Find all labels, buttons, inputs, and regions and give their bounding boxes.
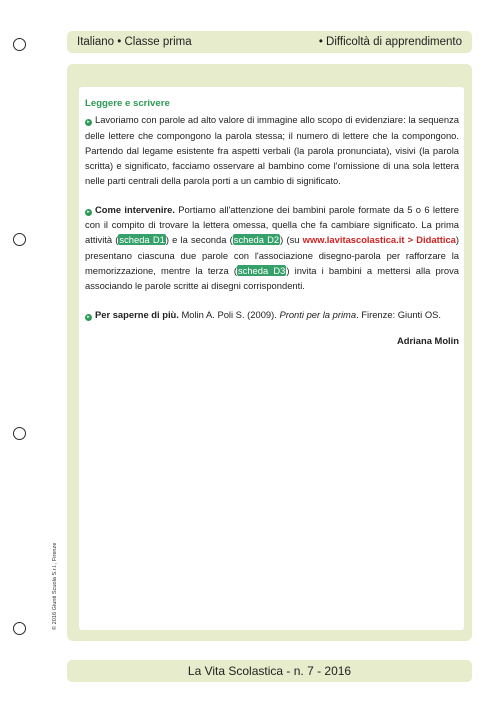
paragraph-how-to: [85, 202, 459, 294]
paragraph-references-text-b: . Firenze: Giunti OS.: [356, 308, 441, 320]
bullet-icon: ▸: [85, 119, 92, 126]
article-body: [85, 96, 459, 348]
binder-hole-3: [13, 427, 26, 440]
website-link[interactable]: www.lavitascolastica.it > Didattica: [302, 234, 456, 246]
paragraph-how-to-text-c: ) (su: [280, 234, 303, 246]
paragraph-references-lead: Per saperne di più.: [95, 308, 179, 320]
binder-hole-4: [13, 622, 26, 635]
paragraph-references: [85, 307, 459, 322]
header-subject: Italiano • Classe prima: [77, 36, 192, 48]
paragraph-intro-text: Lavoriamo con parole ad alto valore di immagine allo scopo di evidenziare: la sequenza delle lettere che compongono la parola stessa; il numero di lettere che la compongono. Partendo dal legame esistente fra aspetti verbali (la parola pronunciata), visivi (la parola scritta) e significato, facciamo osservare al bambino come l'omissione di una sola lettera nelle parti centrali della parola porti a un cambio di significato.: [85, 114, 459, 187]
paragraph-how-to-text-b: ) e la seconda (: [165, 234, 233, 246]
paragraph-how-to-text-e: ) invita i bambini a mettersi alla prova associando le parole scritte ai disegni corrispondenti.: [85, 264, 459, 292]
footer-bar: [67, 660, 472, 682]
author-signature: Adriana Molin: [397, 334, 459, 346]
footer-publication: La Vita Scolastica - n. 7 - 2016: [187, 664, 352, 678]
section-title: Leggere e scrivere: [85, 98, 170, 109]
scheda-d3-badge: scheda D3: [237, 264, 286, 276]
binder-hole-2: [13, 233, 26, 246]
binder-hole-1: [13, 38, 26, 51]
header-bar: [67, 31, 472, 53]
scheda-d2-badge: scheda D2: [233, 234, 280, 246]
book-title: Pronti per la prima: [279, 308, 357, 320]
bullet-icon: ▸: [85, 314, 92, 321]
paragraph-intro: [85, 112, 459, 188]
header-topic: • Difficoltà di apprendimento: [318, 36, 462, 48]
paragraph-references-text-a: Molin A. Poli S. (2009).: [178, 308, 280, 320]
scheda-d1-badge: scheda D1: [119, 234, 165, 246]
paragraph-how-to-lead: Come intervenire.: [95, 203, 175, 215]
bullet-icon: ▸: [85, 209, 92, 216]
paragraph-how-to-text-a: Portiamo all'attenzione dei bambini parole formate da 5 o 6 lettere con il compito di trovare la lettera omessa, quella che fa cambiare significato. La prima attività (: [85, 203, 459, 246]
copyright-note: © 2016 Giunti Scuola S.r.l., Firenze: [52, 542, 58, 630]
paragraph-how-to-text-d: ) presentano ciascuna due parole con l'associazione disegno-parola per rafforzare la memorizzazione, mentre la terza (: [85, 234, 460, 276]
